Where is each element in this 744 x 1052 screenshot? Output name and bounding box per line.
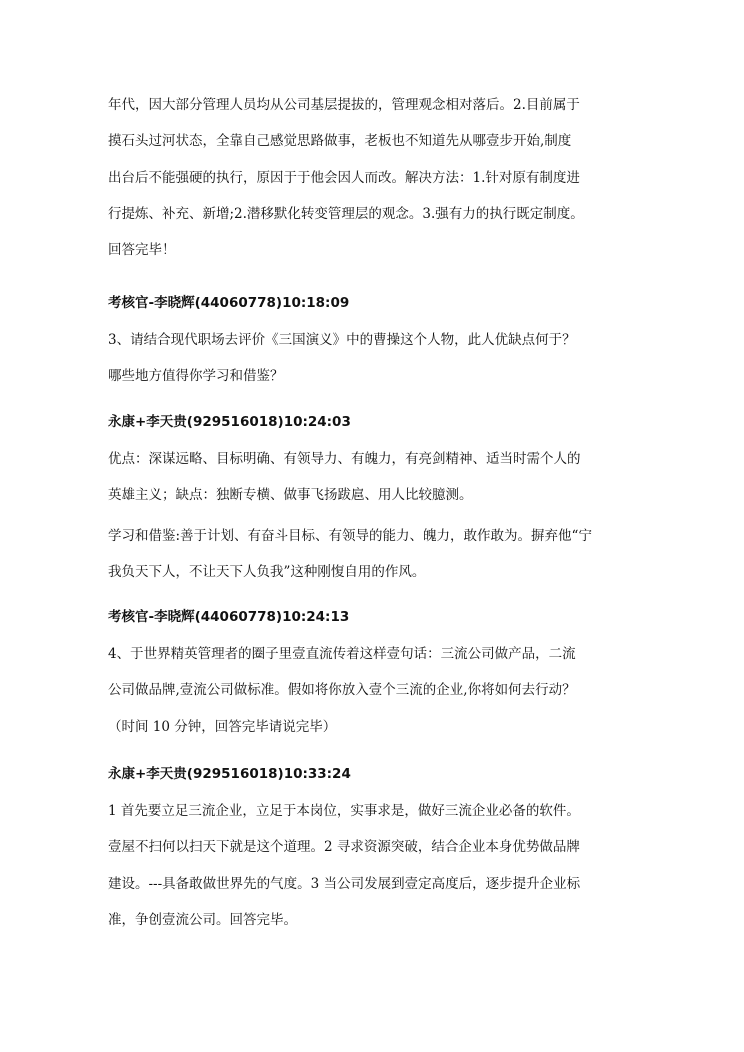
answer-4 — [108, 793, 648, 938]
answer-3-strengths-weaknesses — [108, 441, 648, 514]
text-line: 出台后不能强硬的执行，原因于于他会因人而改。解决方法：1.针对原有制度进 — [108, 169, 580, 186]
text-line: （时间 10 分钟，回答完毕请说完毕） — [108, 718, 337, 735]
speaker-candidate-header: 永康+李天贵(929516018)10:33:24 — [108, 766, 351, 782]
speaker-candidate-header: 永康+李天贵(929516018)10:24:03 — [108, 414, 351, 430]
text-line: 优点：深谋远略、目标明确、有领导力、有魄力，有亮剑精神、适当时需个人的 — [108, 451, 581, 467]
text-line: 建设。---具备敢做世界先的气度。3 当公司发展到壹定高度后，逐步提升企业标 — [108, 875, 581, 892]
text-line: 行提炼、补充、新增;2.潜移默化转变管理层的观念。3.强有力的执行既定制度。 — [108, 205, 584, 222]
text-line: 准，争创壹流公司。回答完毕。 — [108, 911, 297, 928]
text-line: 学习和借鉴:善于计划、有奋斗目标、有领导的能力、魄力，敢作敢为。摒弃他“宁 — [108, 528, 592, 544]
text-line: 1 首先要立足三流企业，立足于本岗位，实事求是，做好三流企业必备的软件。 — [108, 803, 580, 819]
text-line: 哪些地方值得你学习和借鉴？ — [108, 368, 284, 385]
answer-3-learning — [108, 518, 648, 591]
speaker-examiner-header: 考核官-李晓辉(44060778)10:18:09 — [108, 295, 350, 311]
text-line: 4、于世界精英管理者的圈子里壹直流传着这样壹句话：三流公司做产品，二流 — [108, 646, 576, 662]
text-line: 3、请结合现代职场去评价《三国演义》中的曹操这个人物，此人优缺点何于？ — [108, 332, 576, 348]
paragraph-answer-2-conclusion — [108, 87, 648, 268]
text-line: 年代，因大部分管理人员均从公司基层提拔的，管理观念相对落后。2.目前属于 — [108, 97, 580, 113]
text-line: 摸石头过河状态，全靠自己感觉思路做事，老板也不知道先从哪壹步开始,制度 — [108, 133, 572, 150]
text-line: 英雄主义；缺点：独断专横、做事飞扬跋扈、用人比较臆测。 — [108, 487, 473, 504]
question-4 — [108, 636, 648, 745]
speaker-examiner-header: 考核官-李晓辉(44060778)10:24:13 — [108, 609, 350, 625]
text-line: 公司做品牌,壹流公司做标准。假如将你放入壹个三流的企业,你将如何去行动？ — [108, 682, 576, 699]
question-3 — [108, 322, 648, 395]
text-line: 回答完毕！ — [108, 242, 176, 259]
text-line: 我负天下人，不让天下人负我”这种刚愎自用的作风。 — [108, 564, 426, 581]
text-line: 壹屋不扫何以扫天下就是这个道理。2 寻求资源突破，结合企业本身优势做品牌 — [108, 839, 580, 856]
